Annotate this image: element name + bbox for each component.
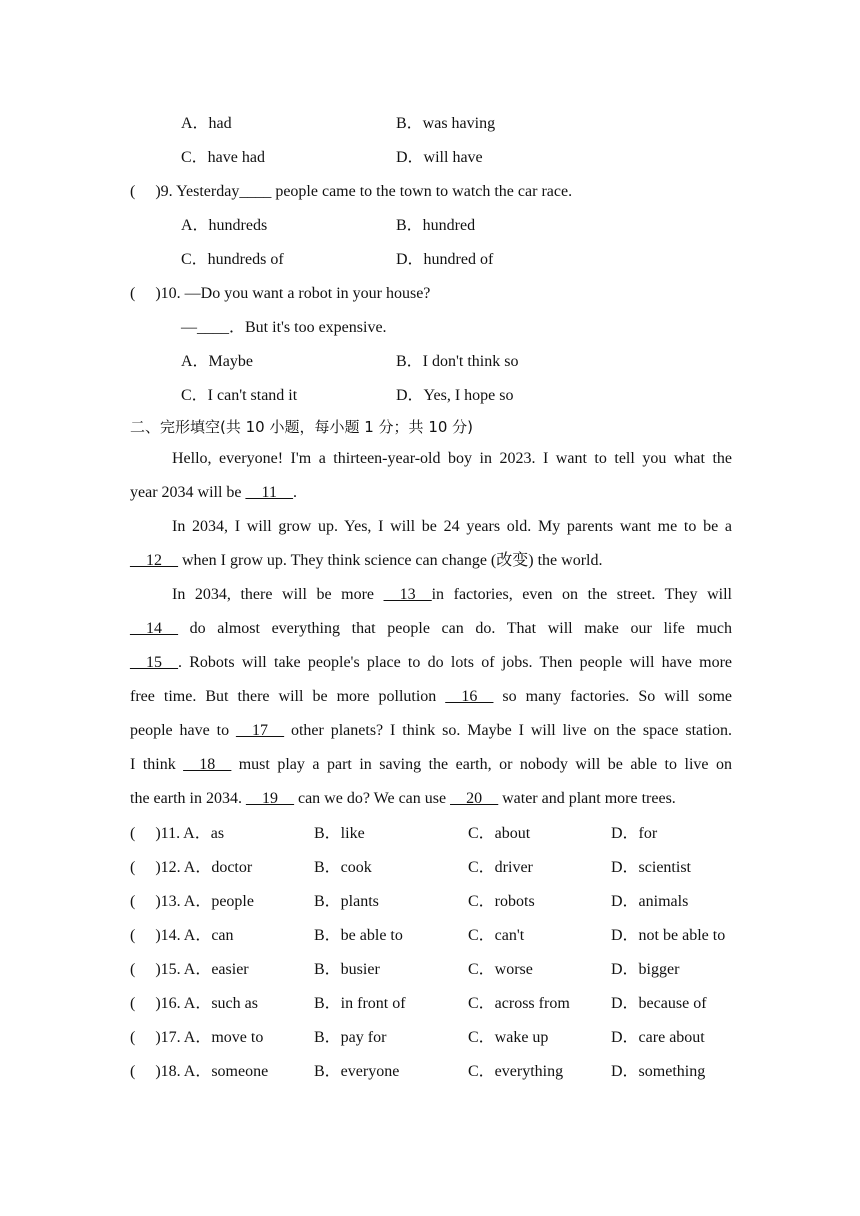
section-heading: 二、完形填空(共 10 小题，每小题 1 分；共 10 分) — [130, 418, 474, 436]
cloze-option-b: B．busier — [314, 961, 380, 978]
cloze-option-b: B．in front of — [314, 995, 406, 1012]
cloze-option-d: D．bigger — [611, 961, 680, 978]
q9-option-c: C．hundreds of — [181, 251, 284, 268]
cloze-question-17: ( )17. A．move to — [130, 1029, 264, 1046]
blank-15: __15__ — [130, 654, 178, 671]
q10-stem: ( )10. —Do you want a robot in your house? — [130, 285, 431, 302]
passage-line: In 2034, I will grow up. Yes, I will be 24 years old. My parents want me to be a — [172, 518, 732, 535]
passage-line: In 2034, there will be more __13__in factories, even on the street. They will — [172, 586, 733, 603]
q10-reply: —____．But it's too expensive. — [181, 319, 387, 336]
cloze-question-13: ( )13. A．people — [130, 893, 254, 910]
q9-option-b: B．hundred — [396, 217, 476, 234]
q10-option-c: C．I can't stand it — [181, 387, 298, 404]
q8-option-b: B．was having — [396, 115, 496, 132]
q10-option-a: A．Maybe — [181, 353, 253, 370]
cloze-question-15: ( )15. A．easier — [130, 961, 249, 978]
passage-line: I think __18__ must play a part in saving the earth, or nobody will be able to live on — [130, 756, 732, 773]
passage-line: __15__. Robots will take people's place to do lots of jobs. Then people will have more — [130, 654, 732, 671]
cloze-question-11: ( )11. A．as — [130, 825, 225, 842]
q10-option-d: D．Yes, I hope so — [396, 387, 514, 404]
cloze-option-c: C．about — [468, 825, 531, 842]
q8-option-c: C．have had — [181, 149, 265, 166]
q8-option-a: A．had — [181, 115, 232, 132]
q9-option-a: A．hundreds — [181, 217, 268, 234]
blank-13: __13__ — [383, 586, 432, 603]
blank-17: __17__ — [236, 722, 285, 739]
cloze-option-c: C．wake up — [468, 1029, 549, 1046]
cloze-option-b: B．pay for — [314, 1029, 387, 1046]
passage-line: Hello, everyone! I'm a thirteen-year-old boy in 2023. I want to tell you what the — [172, 450, 732, 467]
blank-19: __19__ — [245, 790, 294, 807]
cloze-question-18: ( )18. A．someone — [130, 1063, 269, 1080]
passage-line: the earth in 2034. __19__ can we do? We can use __20__ water and plant more trees. — [130, 790, 676, 807]
cloze-option-b: B．plants — [314, 893, 379, 910]
passage-line: year 2034 will be __11__. — [130, 484, 297, 501]
cloze-option-c: C．can't — [468, 927, 525, 944]
passage-line: __14__ do almost everything that people can do. That will make our life much — [130, 620, 732, 637]
cloze-option-b: B．cook — [314, 859, 372, 876]
cloze-question-14: ( )14. A．can — [130, 927, 234, 944]
q9-option-d: D．hundred of — [396, 251, 494, 268]
cloze-option-c: C．robots — [468, 893, 535, 910]
q8-option-d: D．will have — [396, 149, 483, 166]
q9-stem: ( )9. Yesterday____ people came to the town to watch the car race. — [130, 183, 573, 200]
cloze-option-d: D．something — [611, 1063, 706, 1080]
blank-12: __12__ — [130, 552, 178, 569]
cloze-option-d: D．animals — [611, 893, 689, 910]
cloze-option-d: D．scientist — [611, 859, 691, 876]
blank-14: __14__ — [130, 620, 178, 637]
cloze-question-16: ( )16. A．such as — [130, 995, 258, 1012]
passage-line: __12__ when I grow up. They think science can change (改变) the world. — [130, 552, 603, 569]
cloze-question-12: ( )12. A．doctor — [130, 859, 253, 876]
passage-line: free time. But there will be more pollution __16__ so many factories. So will some — [130, 688, 732, 705]
cloze-option-c: C．worse — [468, 961, 533, 978]
cloze-option-d: D．care about — [611, 1029, 705, 1046]
cloze-option-c: C．driver — [468, 859, 533, 876]
cloze-option-b: B．be able to — [314, 927, 403, 944]
cloze-option-b: B．like — [314, 825, 365, 842]
cloze-option-b: B．everyone — [314, 1063, 400, 1080]
cloze-option-c: C．everything — [468, 1063, 564, 1080]
blank-18: __18__ — [183, 756, 232, 773]
cloze-option-d: D．for — [611, 825, 658, 842]
passage-line: people have to __17__ other planets? I think so. Maybe I will live on the space station. — [130, 722, 733, 739]
blank-16: __16__ — [445, 688, 494, 705]
blank-20: __20__ — [450, 790, 499, 807]
q10-option-b: B．I don't think so — [396, 353, 519, 370]
cloze-option-d: D．because of — [611, 995, 707, 1012]
blank-11: __11__ — [245, 484, 293, 501]
cloze-option-c: C．across from — [468, 995, 570, 1012]
cloze-option-d: D．not be able to — [611, 927, 726, 944]
